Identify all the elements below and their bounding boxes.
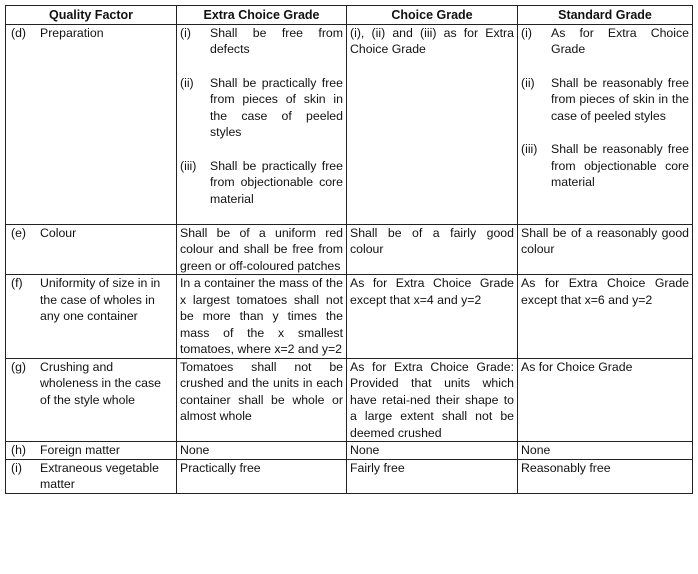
factor-cell <box>6 224 177 275</box>
list-item: (ii) Shall be practically free from pieces of skin in the case of peeled styles <box>180 75 343 139</box>
table-row <box>6 459 693 493</box>
extra-choice-cell: None <box>177 442 347 460</box>
factor-cell <box>6 459 177 493</box>
header-standard-grade: Standard Grade <box>518 6 693 25</box>
factor-name: Uniformity of size in in the case of wholes in any one container <box>40 276 161 323</box>
table-row <box>6 275 693 359</box>
factor-name: Extraneous vegetable matter <box>40 460 159 491</box>
choice-cell: As for Extra Choice Grade: Provided that units which have retai-ned their shape to a large extent shall not be deemed crushed <box>347 358 518 442</box>
list-item: (i) As for Extra Choice Grade <box>521 25 689 56</box>
factor-name: Colour <box>40 225 77 240</box>
standard-cell: None <box>518 442 693 460</box>
header-extra-choice-grade: Extra Choice Grade <box>177 6 347 25</box>
standard-cell <box>518 24 693 224</box>
factor-cell <box>6 275 177 359</box>
standard-cell: Reasonably free <box>518 459 693 493</box>
factor-label: (g) <box>11 359 27 374</box>
choice-cell: Fairly free <box>347 459 518 493</box>
factor-label: (h) <box>11 443 27 457</box>
table-row <box>6 224 693 275</box>
standard-cell: As for Extra Choice Grade except that x=6 and y=2 <box>518 275 693 359</box>
choice-cell: None <box>347 442 518 460</box>
extra-choice-cell: Practically free <box>177 459 347 493</box>
factor-cell <box>6 24 177 224</box>
table-row <box>6 24 693 224</box>
list-item: (ii) Shall be reasonably free from pieces of skin in the case of peeled styles <box>521 75 689 123</box>
factor-cell <box>6 442 177 460</box>
factor-label: (f) <box>11 276 23 290</box>
table-row <box>6 442 693 460</box>
factor-label: (e) <box>11 225 27 240</box>
list-item: (i) Shall be free from defects <box>180 25 343 56</box>
factor-label: (d) <box>11 25 27 40</box>
extra-choice-cell <box>177 24 347 224</box>
factor-cell <box>6 358 177 442</box>
quality-grades-table <box>5 5 693 494</box>
header-quality-factor: Quality Factor <box>6 6 177 25</box>
extra-choice-cell: In a container the mass of the x largest tomatoes shall not be more than y times the mass of the x smallest tomatoes, where x=2 and y=2 <box>177 275 347 359</box>
standard-cell: As for Choice Grade <box>518 358 693 442</box>
table-header-row <box>6 6 693 25</box>
factor-name: Crushing and wholeness in the case of the style whole <box>40 359 161 407</box>
choice-cell: (i), (ii) and (iii) as for Extra Choice Grade <box>347 24 518 224</box>
extra-choice-cell: Shall be of a uniform red colour and shall be free from green or off-coloured patches <box>177 224 347 275</box>
list-item: (iii) Shall be practically free from objectionable core material <box>180 158 343 206</box>
standard-cell: Shall be of a reasonably good colour <box>518 224 693 275</box>
factor-name: Foreign matter <box>40 443 120 457</box>
factor-label: (i) <box>11 460 22 475</box>
choice-cell: Shall be of a fairly good colour <box>347 224 518 275</box>
list-item: (iii) Shall be reasonably free from objectionable core material <box>521 142 689 189</box>
extra-choice-cell: Tomatoes shall not be crushed and the units in each container shall be whole or almost whole <box>177 358 347 442</box>
choice-cell: As for Extra Choice Grade except that x=4 and y=2 <box>347 275 518 359</box>
factor-name: Preparation <box>40 25 104 40</box>
table-row <box>6 358 693 442</box>
header-choice-grade: Choice Grade <box>347 6 518 25</box>
